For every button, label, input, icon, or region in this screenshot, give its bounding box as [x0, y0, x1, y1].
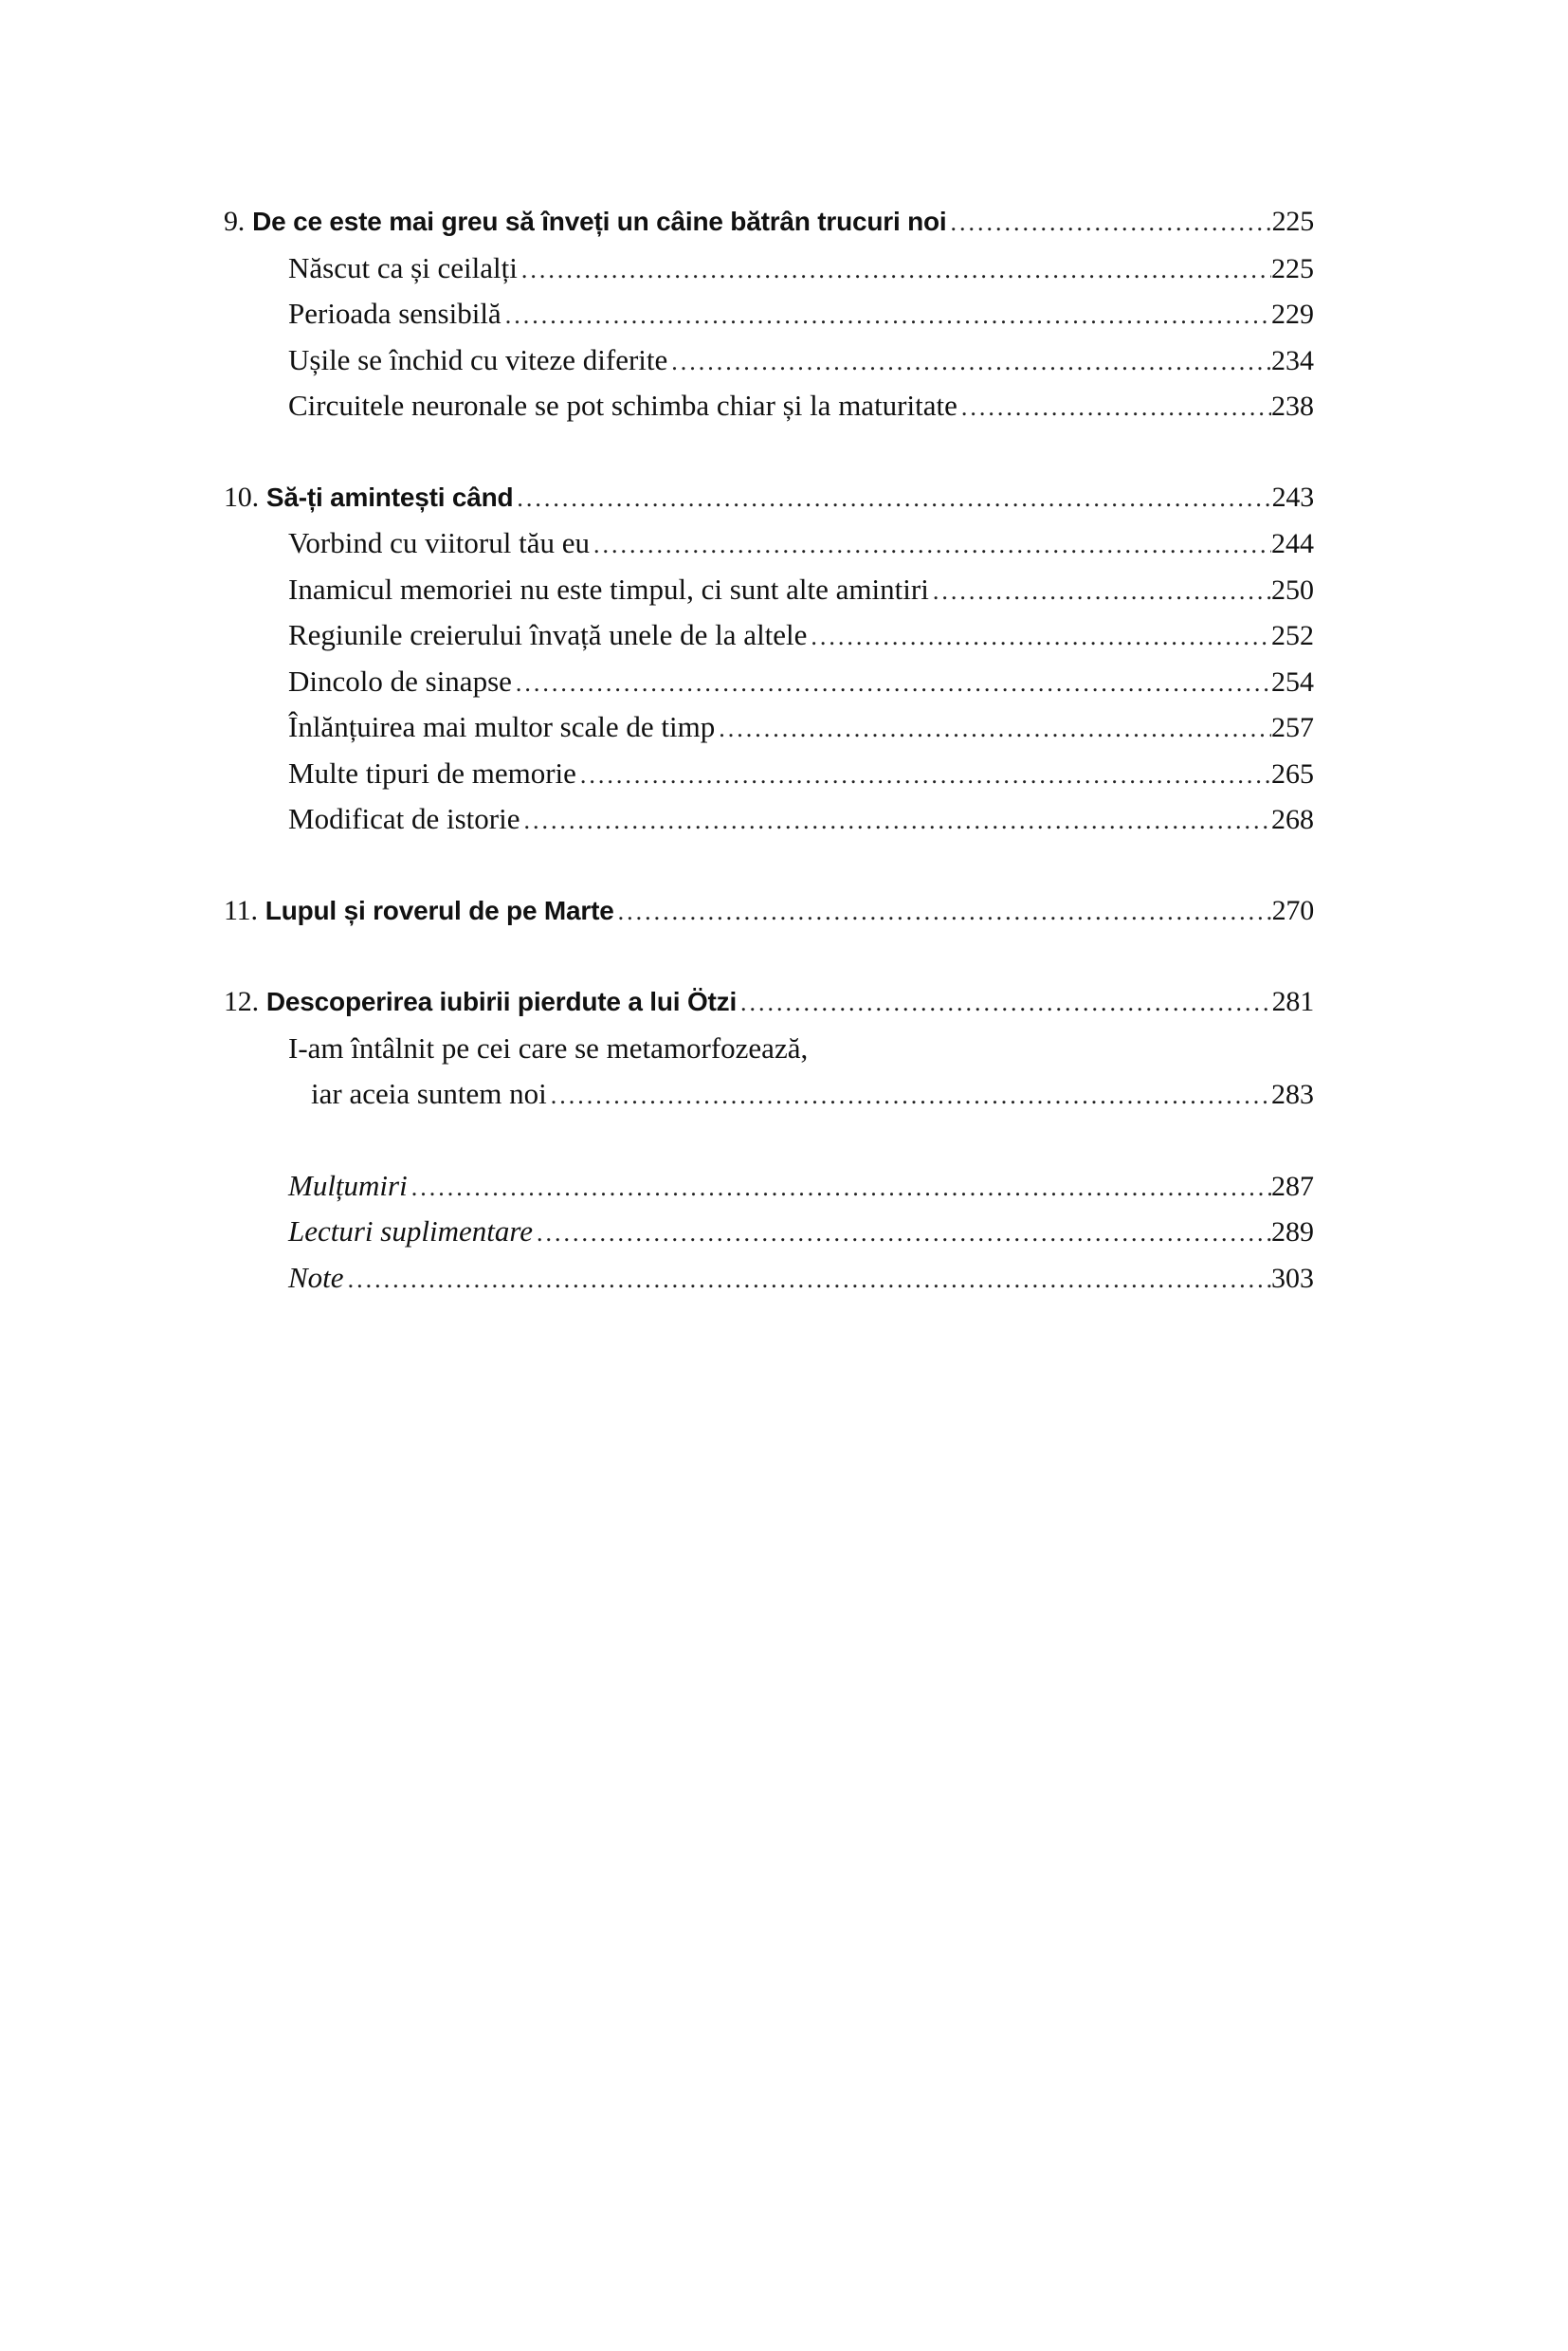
page-number: 283 [1271, 1079, 1314, 1110]
section-title: Înlănțuirea mai multor scale de timp [288, 710, 716, 743]
back-matter-title: Note [288, 1260, 344, 1294]
toc-chapter-entry[interactable] [224, 888, 1314, 935]
chapter-title: De ce este mai greu să înveți un câine bătrân trucuri noi [252, 207, 947, 236]
page-number: 268 [1271, 804, 1314, 835]
dot-leader [947, 200, 1272, 246]
page-number: 225 [1271, 206, 1314, 237]
table-of-contents [224, 199, 1314, 1346]
section-title: I-am întâlnit pe cei care se metamorfozează, [288, 1030, 809, 1065]
chapter-12 [224, 979, 1314, 1118]
toc-section-entry[interactable] [224, 291, 1314, 337]
dot-leader [408, 1165, 1271, 1212]
page-number: 270 [1271, 894, 1314, 926]
dot-leader [929, 569, 1271, 615]
page-number: 252 [1271, 620, 1314, 651]
page-number: 289 [1271, 1216, 1314, 1248]
chapter-title: Să-ți amintești când [265, 482, 514, 512]
section-title: Născut ca și ceilalți [288, 250, 518, 284]
page-number: 243 [1271, 481, 1314, 513]
back-matter [224, 1163, 1314, 1302]
page-number: 303 [1271, 1262, 1314, 1294]
chapter-10 [224, 475, 1314, 843]
dot-leader [576, 753, 1271, 799]
dot-leader [520, 798, 1272, 845]
dot-leader [737, 980, 1272, 1027]
dot-leader [807, 614, 1271, 661]
toc-section-entry[interactable] [224, 383, 1314, 429]
back-matter-title: Lecturi suplimentare [288, 1214, 534, 1248]
page-number: 234 [1271, 344, 1314, 376]
section-title-continuation: iar aceia suntem noi [311, 1077, 547, 1110]
section-title: Circuitele neuronale se pot schimba chiar și la maturitate [288, 389, 957, 422]
chapter-title: Descoperirea iubirii pierdute a lui Ötzi [265, 987, 738, 1016]
back-matter-title: Mulțumiri [288, 1168, 408, 1202]
chapter-number: 12. [224, 986, 259, 1017]
dot-leader [518, 247, 1271, 294]
page-number: 238 [1271, 391, 1314, 422]
page-number: 229 [1271, 299, 1314, 330]
chapter-11 [224, 888, 1314, 935]
toc-back-matter-entry[interactable] [224, 1255, 1314, 1302]
section-title: Perioada sensibilă [288, 297, 501, 330]
section-title: Regiunile creierului învață unele de la altele [288, 618, 808, 651]
toc-section-entry[interactable] [224, 612, 1314, 659]
section-title: Multe tipuri de memorie [288, 756, 576, 790]
toc-back-matter-entry[interactable] [224, 1163, 1314, 1210]
section-title: Inamicul memoriei nu este timpul, ci sunt alte amintiri [288, 572, 929, 606]
toc-section-entry[interactable] [224, 796, 1314, 843]
toc-chapter-entry[interactable] [224, 199, 1314, 246]
toc-chapter-entry[interactable] [224, 979, 1314, 1026]
toc-section-entry[interactable] [224, 751, 1314, 797]
toc-section-entry[interactable] [224, 704, 1314, 751]
toc-section-entry[interactable] [224, 659, 1314, 705]
page-number: 244 [1271, 528, 1314, 559]
section-title: Vorbind cu viitorul tău eu [288, 526, 590, 559]
section-title: Modificat de istorie [288, 802, 520, 835]
dot-leader [344, 1257, 1271, 1303]
toc-section-entry[interactable] [224, 337, 1314, 384]
dot-leader [715, 706, 1271, 753]
page-number: 281 [1271, 986, 1314, 1017]
toc-section-entry-continuation[interactable] [224, 1071, 1314, 1118]
chapter-number: 10. [224, 481, 259, 513]
dot-leader [590, 522, 1271, 569]
page-number: 225 [1271, 252, 1314, 284]
dot-leader [512, 661, 1271, 707]
dot-leader [501, 293, 1271, 339]
chapter-number: 11. [224, 894, 258, 926]
dot-leader [614, 889, 1272, 936]
chapter-number: 9. [224, 206, 246, 237]
dot-leader [513, 476, 1271, 522]
toc-back-matter-entry[interactable] [224, 1209, 1314, 1255]
page-number: 250 [1271, 574, 1314, 606]
chapter-title: Lupul și roverul de pe Marte [264, 895, 614, 925]
section-title: Dincolo de sinapse [288, 664, 512, 698]
toc-section-entry[interactable] [224, 246, 1314, 292]
page-number: 254 [1271, 665, 1314, 698]
chapter-9 [224, 199, 1314, 429]
page-number: 287 [1271, 1170, 1314, 1202]
toc-section-entry-first-line[interactable] [224, 1026, 1314, 1072]
toc-section-entry[interactable] [224, 520, 1314, 567]
toc-section-entry[interactable] [224, 567, 1314, 613]
section-title: Ușile se închid cu viteze diferite [288, 342, 668, 376]
toc-chapter-entry[interactable] [224, 475, 1314, 521]
page-number: 257 [1271, 712, 1314, 743]
dot-leader [957, 385, 1271, 431]
dot-leader [547, 1073, 1271, 1120]
page-number: 265 [1271, 757, 1314, 790]
dot-leader [533, 1211, 1271, 1257]
dot-leader [667, 339, 1271, 386]
